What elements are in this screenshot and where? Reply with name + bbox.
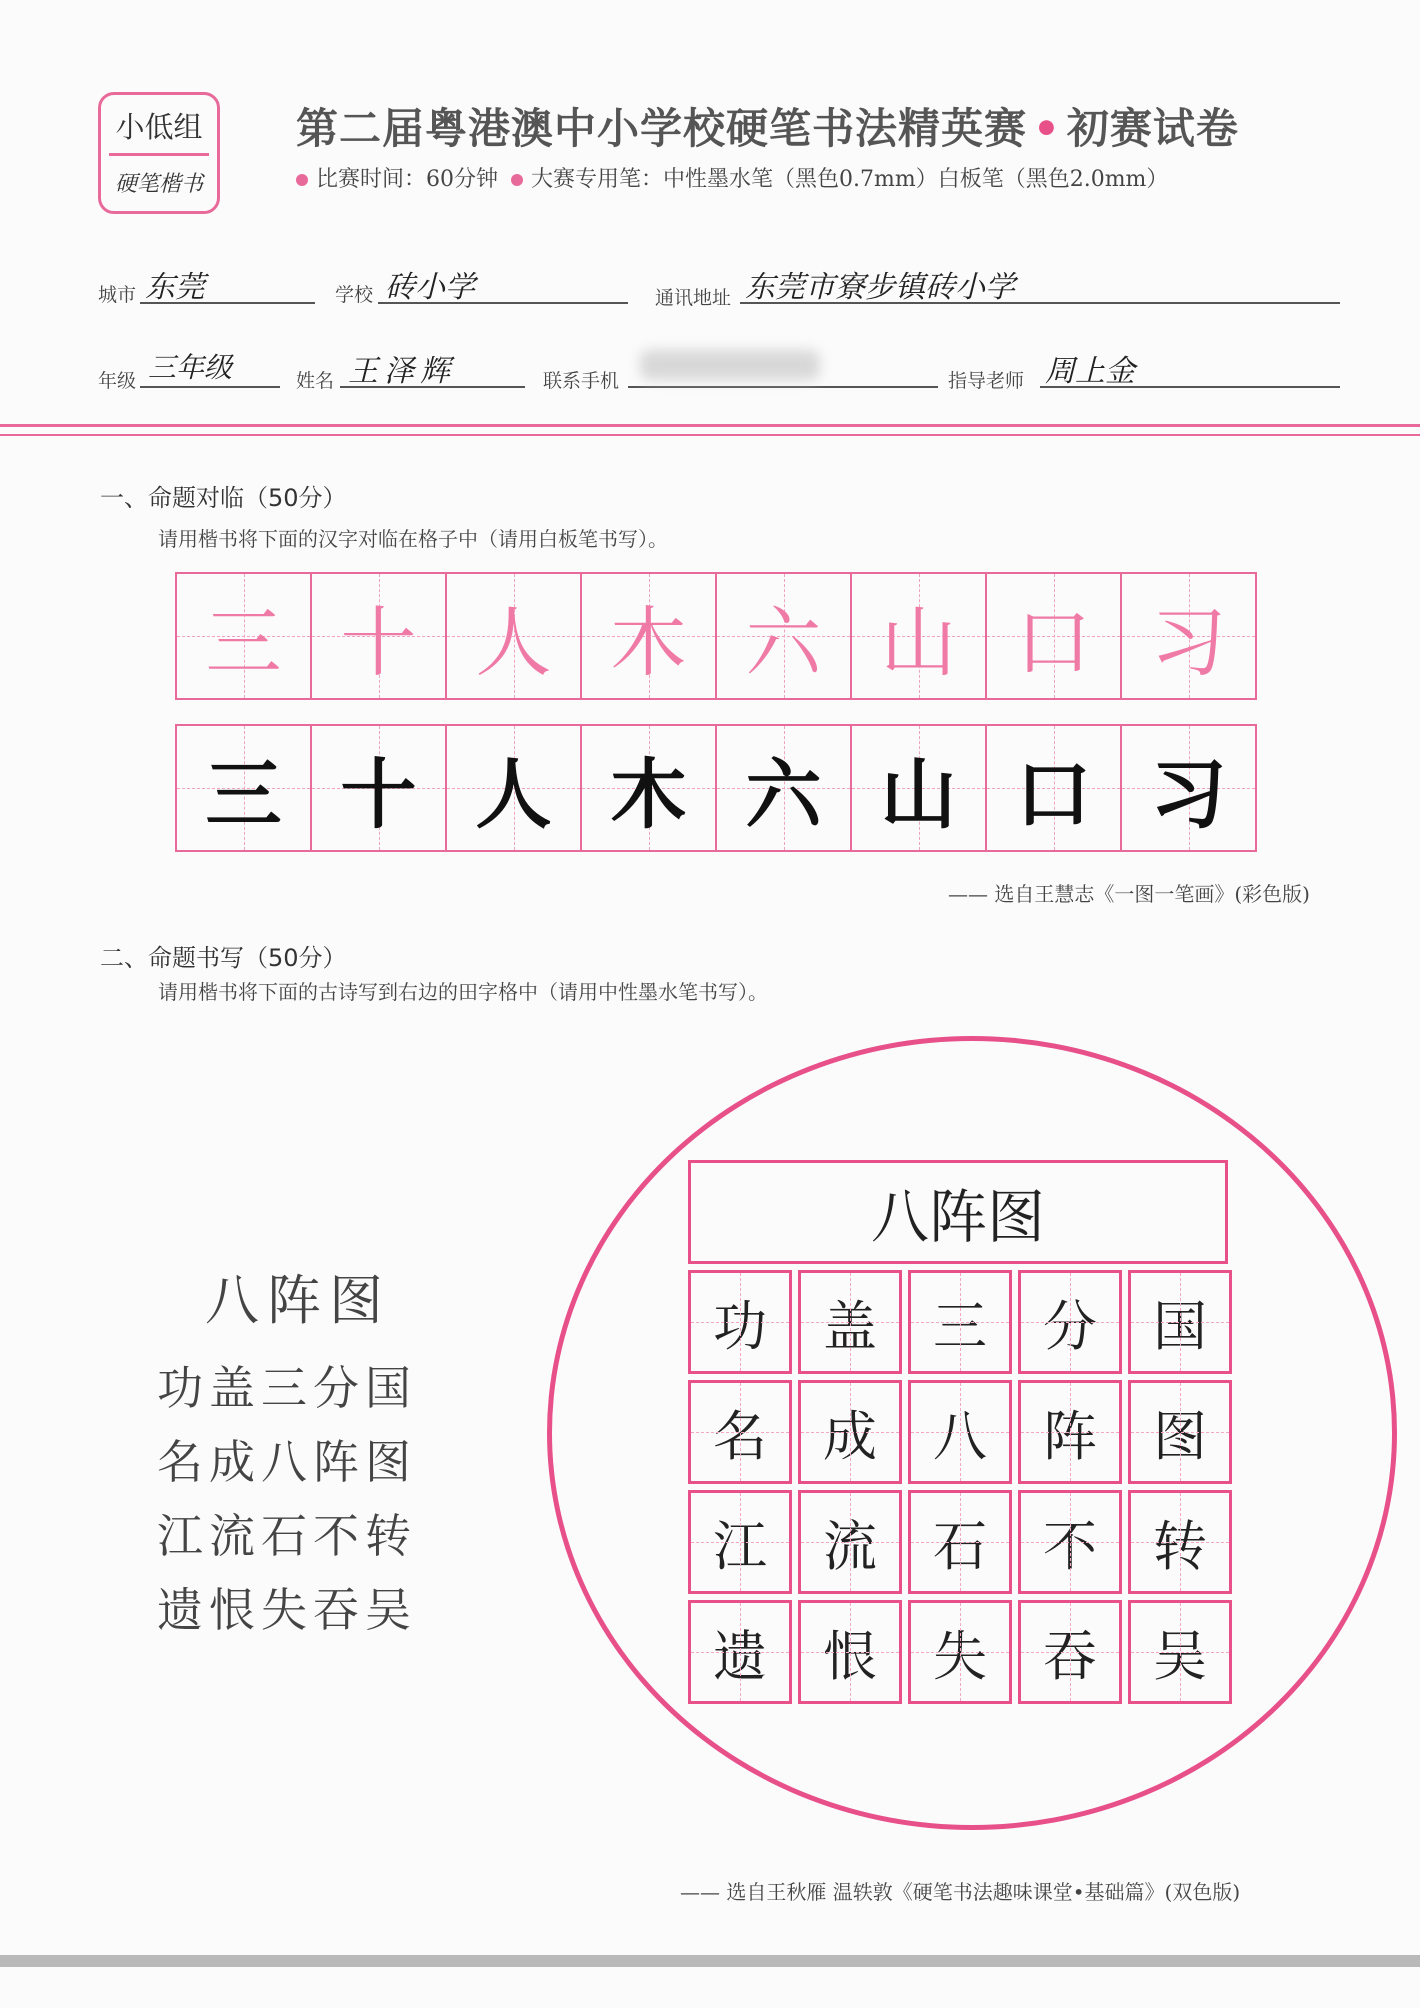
- time-info: 比赛时间：60分钟: [316, 167, 498, 192]
- grid-cell[interactable]: 山: [852, 726, 987, 850]
- grid-cell[interactable]: 吞: [1018, 1600, 1122, 1704]
- written-title-box[interactable]: 八阵图: [688, 1160, 1228, 1264]
- school-label: 学校: [335, 284, 374, 306]
- written-char-row: [175, 724, 1257, 852]
- phone-label: 联系手机: [543, 370, 620, 392]
- grid-cell[interactable]: 吴: [1128, 1600, 1232, 1704]
- poem-line: 遗恨失吞吴: [157, 1583, 417, 1637]
- poem-line: 江流石不转: [157, 1509, 417, 1563]
- grid-cell: 人: [447, 574, 582, 698]
- grid-cell[interactable]: 名: [688, 1380, 792, 1484]
- grid-cell[interactable]: 口: [987, 726, 1122, 850]
- section1-instruction: 请用楷书将下面的汉字对临在格子中（请用白板笔书写）。: [158, 527, 668, 551]
- city-value[interactable]: 东莞: [145, 270, 205, 305]
- grid-cell[interactable]: 石: [908, 1490, 1012, 1594]
- grid-cell[interactable]: 转: [1128, 1490, 1232, 1594]
- grid-cell[interactable]: 图: [1128, 1380, 1232, 1484]
- grid-cell[interactable]: 江: [688, 1490, 792, 1594]
- pen-info: 大赛专用笔：中性墨水笔（黑色0.7mm）白板笔（黑色2.0mm）: [531, 167, 1169, 192]
- title-dot: •: [1033, 104, 1061, 153]
- badge-divider: [109, 153, 209, 156]
- grid-cell: 三: [177, 574, 312, 698]
- bullet-icon: [511, 174, 523, 186]
- poem-line: 功盖三分国: [157, 1361, 417, 1415]
- grid-cell[interactable]: 功: [688, 1270, 792, 1374]
- grid-cell[interactable]: 分: [1018, 1270, 1122, 1374]
- grid-cell[interactable]: 阵: [1018, 1380, 1122, 1484]
- name-value[interactable]: 王泽辉: [348, 354, 456, 389]
- grade-line: [140, 386, 280, 388]
- page-title: [296, 96, 1239, 156]
- grid-cell[interactable]: 流: [798, 1490, 902, 1594]
- grid-cell: 六: [717, 574, 852, 698]
- header-divider-thin: [0, 434, 1420, 436]
- city-label: 城市: [98, 284, 137, 306]
- grid-cell[interactable]: 三: [908, 1270, 1012, 1374]
- grid-cell[interactable]: 盖: [798, 1270, 902, 1374]
- written-row: [688, 1490, 1232, 1594]
- grid-cell[interactable]: 人: [447, 726, 582, 850]
- poem-line: 名成八阵图: [157, 1435, 417, 1489]
- grade-label: 年级: [98, 370, 137, 392]
- bullet-icon: [296, 174, 308, 186]
- teacher-value[interactable]: 周上金: [1045, 354, 1135, 389]
- grid-cell: 十: [312, 574, 447, 698]
- grid-cell[interactable]: 恨: [798, 1600, 902, 1704]
- header-divider: [0, 424, 1420, 427]
- bottom-border: [0, 1955, 1420, 1967]
- grade-value[interactable]: 三年级: [148, 351, 233, 384]
- phone-redacted: [640, 350, 820, 380]
- grid-cell[interactable]: 遗: [688, 1600, 792, 1704]
- grid-cell[interactable]: 八: [908, 1380, 1012, 1484]
- exam-info: [296, 162, 1168, 193]
- grid-cell[interactable]: 国: [1128, 1270, 1232, 1374]
- grid-cell[interactable]: 不: [1018, 1490, 1122, 1594]
- title-suffix: 初赛试卷: [1066, 104, 1239, 153]
- grid-cell[interactable]: 习: [1122, 726, 1255, 850]
- grid-cell: 木: [582, 574, 717, 698]
- model-char-row: [175, 572, 1257, 700]
- section1-heading: 一、命题对临（50分）: [100, 484, 347, 512]
- grid-cell[interactable]: 六: [717, 726, 852, 850]
- badge-category-label: 硬笔楷书: [114, 172, 203, 197]
- section2-heading: 二、命题书写（50分）: [100, 944, 347, 972]
- written-row: [688, 1380, 1232, 1484]
- group-badge: [98, 92, 220, 214]
- teacher-label: 指导老师: [948, 370, 1025, 392]
- grid-cell[interactable]: 成: [798, 1380, 902, 1484]
- school-value[interactable]: 砖小学: [385, 270, 475, 305]
- badge-group-label: 小低组: [115, 110, 203, 144]
- grid-cell: 习: [1122, 574, 1255, 698]
- title-main: 第二届粤港澳中小学校硬笔书法精英赛: [296, 104, 1028, 153]
- grid-cell: 山: [852, 574, 987, 698]
- section2-credit: —— 选自王秋雁 温轶敦《硬笔书法趣味课堂•基础篇》(双色版): [680, 1880, 1241, 1904]
- phone-line: [628, 386, 938, 388]
- address-label: 通讯地址: [655, 287, 732, 309]
- grid-cell[interactable]: 三: [177, 726, 312, 850]
- written-row: [688, 1600, 1232, 1704]
- section1-credit: —— 选自王慧志《一图一笔画》(彩色版): [948, 882, 1310, 906]
- written-row: [688, 1270, 1232, 1374]
- grid-cell: 口: [987, 574, 1122, 698]
- section2-instruction: 请用楷书将下面的古诗写到右边的田字格中（请用中性墨水笔书写）。: [158, 980, 768, 1004]
- address-value[interactable]: 东莞市寮步镇砖小学: [745, 270, 1015, 305]
- grid-cell[interactable]: 木: [582, 726, 717, 850]
- grid-cell[interactable]: 失: [908, 1600, 1012, 1704]
- grid-cell[interactable]: 十: [312, 726, 447, 850]
- name-label: 姓名: [296, 370, 335, 392]
- poem-title: 八阵图: [205, 1269, 391, 1332]
